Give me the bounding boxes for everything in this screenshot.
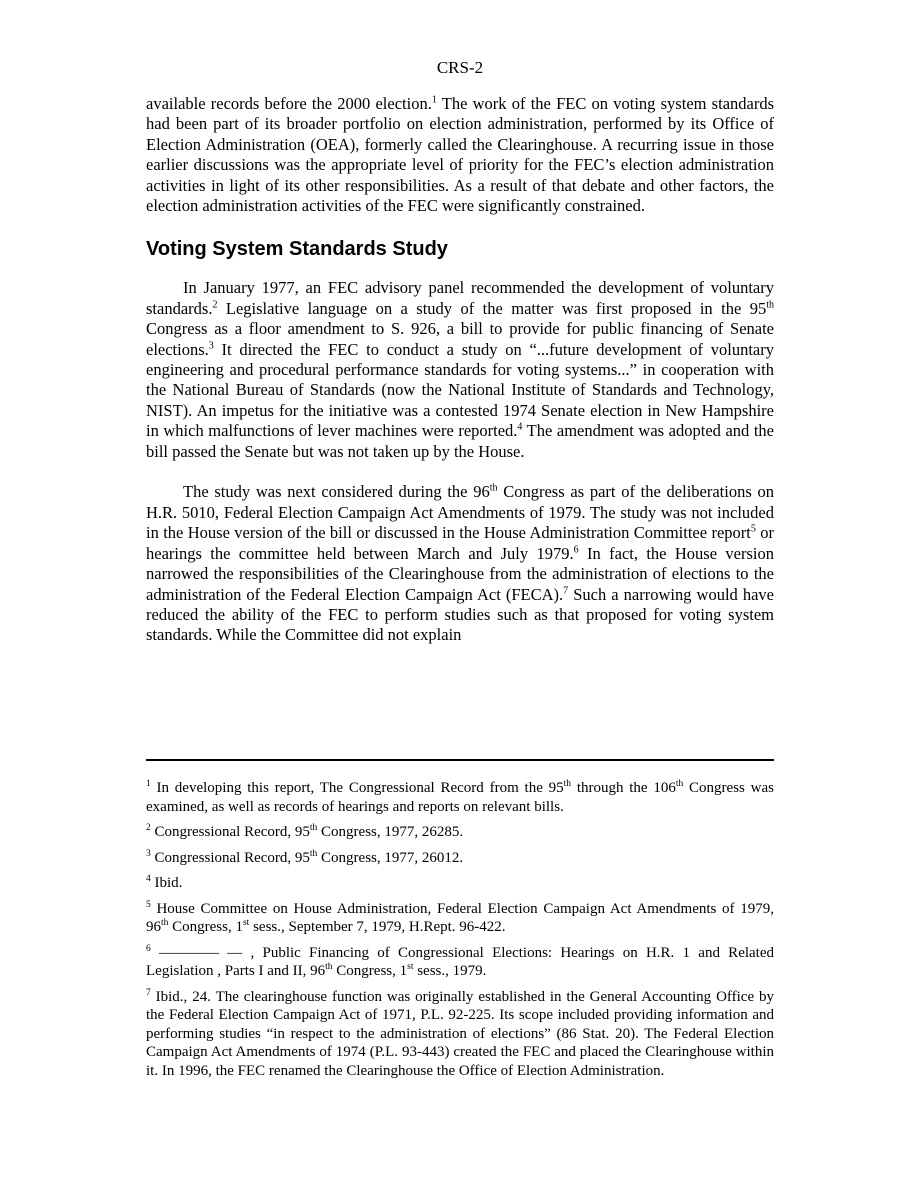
footnote-number: 5 — [146, 899, 151, 910]
footnote-ref-4[interactable]: 4 — [517, 421, 523, 433]
footnote-text: through the 106 — [571, 780, 676, 796]
footnote-ref-5[interactable]: 5 — [750, 523, 756, 535]
footnote-text: Ibid. — [150, 875, 183, 891]
ordinal-suffix: th — [309, 848, 318, 859]
footnotes — [146, 779, 774, 1087]
footnote-text: Congressional Record, 95 — [150, 849, 310, 866]
footnote-ref-6[interactable]: 6 — [573, 544, 579, 556]
p2-text-1: In January 1977, an FEC advisory panel recommended the development of voluntary standards. — [146, 278, 774, 318]
ordinal-suffix: th — [489, 482, 498, 494]
page-label: CRS-2 — [436, 58, 484, 77]
footnote-text: Congress, 1977, 26012. — [317, 849, 464, 866]
intro-paragraph — [146, 94, 774, 216]
p2-text-4: It directed the FEC to conduct a study on “...future development of voluntary engineering and procedural performance standards for voting systems...” in cooperation with the National Bureau of Standards (now the National Institute of Standards and Technology, NIST). An impetus for the initiative was a contested 1974 Senate election in New Hampshire in which malfunctions of lever machines were reported. — [146, 339, 774, 441]
footnote-ref-1[interactable]: 1 — [431, 94, 437, 106]
footnote-4 — [146, 874, 774, 893]
footnote-ref-7[interactable]: 7 — [563, 585, 569, 597]
footnote-number: 2 — [146, 823, 151, 833]
p2-text-2: Legislative language on a study of the matter was first proposed in the 95 — [217, 298, 767, 318]
section-heading: Voting System Standards Study — [146, 238, 448, 261]
paragraph-3 — [146, 482, 774, 645]
p3-text-3: or hearings the committee held between March and July 1979. — [146, 523, 775, 563]
footnote-ref-2[interactable]: 2 — [212, 299, 218, 311]
p3-text-4: In fact, the House version narrowed the responsibilities of the Clearinghouse from the administration of elections to the administration of the Federal Election Campaign Act (FECA). — [146, 543, 774, 604]
p2-text-5: The amendment was adopted and the bill passed the Senate but was not taken up by the House. — [146, 421, 774, 461]
footnote-text: In developing this report, The Congressional Record from the 95 — [150, 780, 564, 796]
footnote-7 — [146, 988, 774, 1081]
ordinal-suffix: th — [325, 962, 333, 972]
footnote-number: 7 — [146, 987, 151, 998]
ordinal-suffix: th — [766, 299, 774, 311]
footnote-text: sess., 1979. — [413, 963, 487, 979]
footnote-text: sess., September 7, 1979, H.Rept. 96-422. — [249, 919, 506, 935]
ordinal-suffix: th — [563, 779, 572, 789]
footnote-divider — [146, 759, 774, 761]
ordinal-suffix: st — [407, 962, 414, 972]
footnote-number: 3 — [146, 848, 151, 859]
body-text — [146, 94, 774, 646]
footnote-number: 6 — [146, 943, 151, 954]
ordinal-suffix: st — [242, 918, 250, 928]
p3-text-5: Such a narrowing would have reduced the ability of the FEC to perform studies such as that proposed for voting system standards. While the Committee did not explain — [146, 584, 774, 645]
p3-text-1: The study was next considered during the 96 — [183, 482, 490, 502]
footnote-text: Congress was examined, as well as records of hearings and reports on relevant bills. — [146, 780, 774, 815]
footnote-text: Congressional Record, 95 — [150, 824, 310, 840]
footnote-number: 4 — [146, 874, 151, 884]
footnote-ref-3[interactable]: 3 — [208, 340, 214, 352]
intro-text-2: The work of the FEC on voting system standards had been part of its broader portfolio on election administration, performed by its Office of Election Administration (OEA), formerly called the Clearinghouse. A recurring issue in those earlier discussions was the appropriate level of priority for the FEC’s election administration activities in light of its other responsibilities. As a result of that debate and other factors, the election administration activities of the FEC were significantly constrained. — [146, 94, 775, 216]
p3-text-2: Congress as part of the deliberations on H.R. 5010, Federal Election Campaign Act Amendments of 1979. The study was not included in the House version of the bill or discussed in the House Administration Committee report — [146, 482, 774, 543]
footnote-number: 1 — [146, 779, 151, 789]
footnote-3 — [146, 849, 774, 868]
ordinal-suffix: th — [309, 823, 318, 833]
footnote-text: ———— — , Public Financing of Congressional Elections: Hearings on H.R. 1 and Related Legislation , Parts I and II, 96 — [146, 944, 774, 979]
footnote-text: House Committee on House Administration, Federal Election Campaign Act Amendments of 1979, 96 — [146, 900, 774, 935]
intro-text-1: available records before the 2000 election. — [146, 94, 432, 113]
ordinal-suffix: th — [161, 918, 169, 928]
footnote-2 — [146, 823, 774, 842]
footnote-text: Congress, 1 — [168, 919, 243, 935]
footnote-1 — [146, 779, 774, 816]
footnote-text: Congress, 1977, 26285. — [317, 824, 464, 840]
footnote-text: Congress, 1 — [332, 963, 408, 979]
footnote-6 — [146, 944, 774, 981]
page-header — [146, 58, 774, 78]
paragraph-2 — [146, 278, 774, 462]
p2-text-3: Congress as a floor amendment to S. 926, a bill to provide for public financing of Senate elections. — [146, 319, 774, 359]
footnote-text: Ibid., 24. The clearinghouse function was originally established in the General Accounting Office by the Federal Election Campaign Act of 1971, P.L. 92-225. Its scope included providing information and performing studies “in respect to the administration of elections” (86 Stat. 20). The Federal Election Campaign Act Amendments of 1974 (P.L. 93-443) created the FEC and placed the Clearinghouse within it. In 1996, the FEC renamed the Clearinghouse the Office of Election Administration. — [146, 988, 774, 1079]
footnote-5 — [146, 900, 774, 937]
ordinal-suffix: th — [675, 779, 684, 789]
